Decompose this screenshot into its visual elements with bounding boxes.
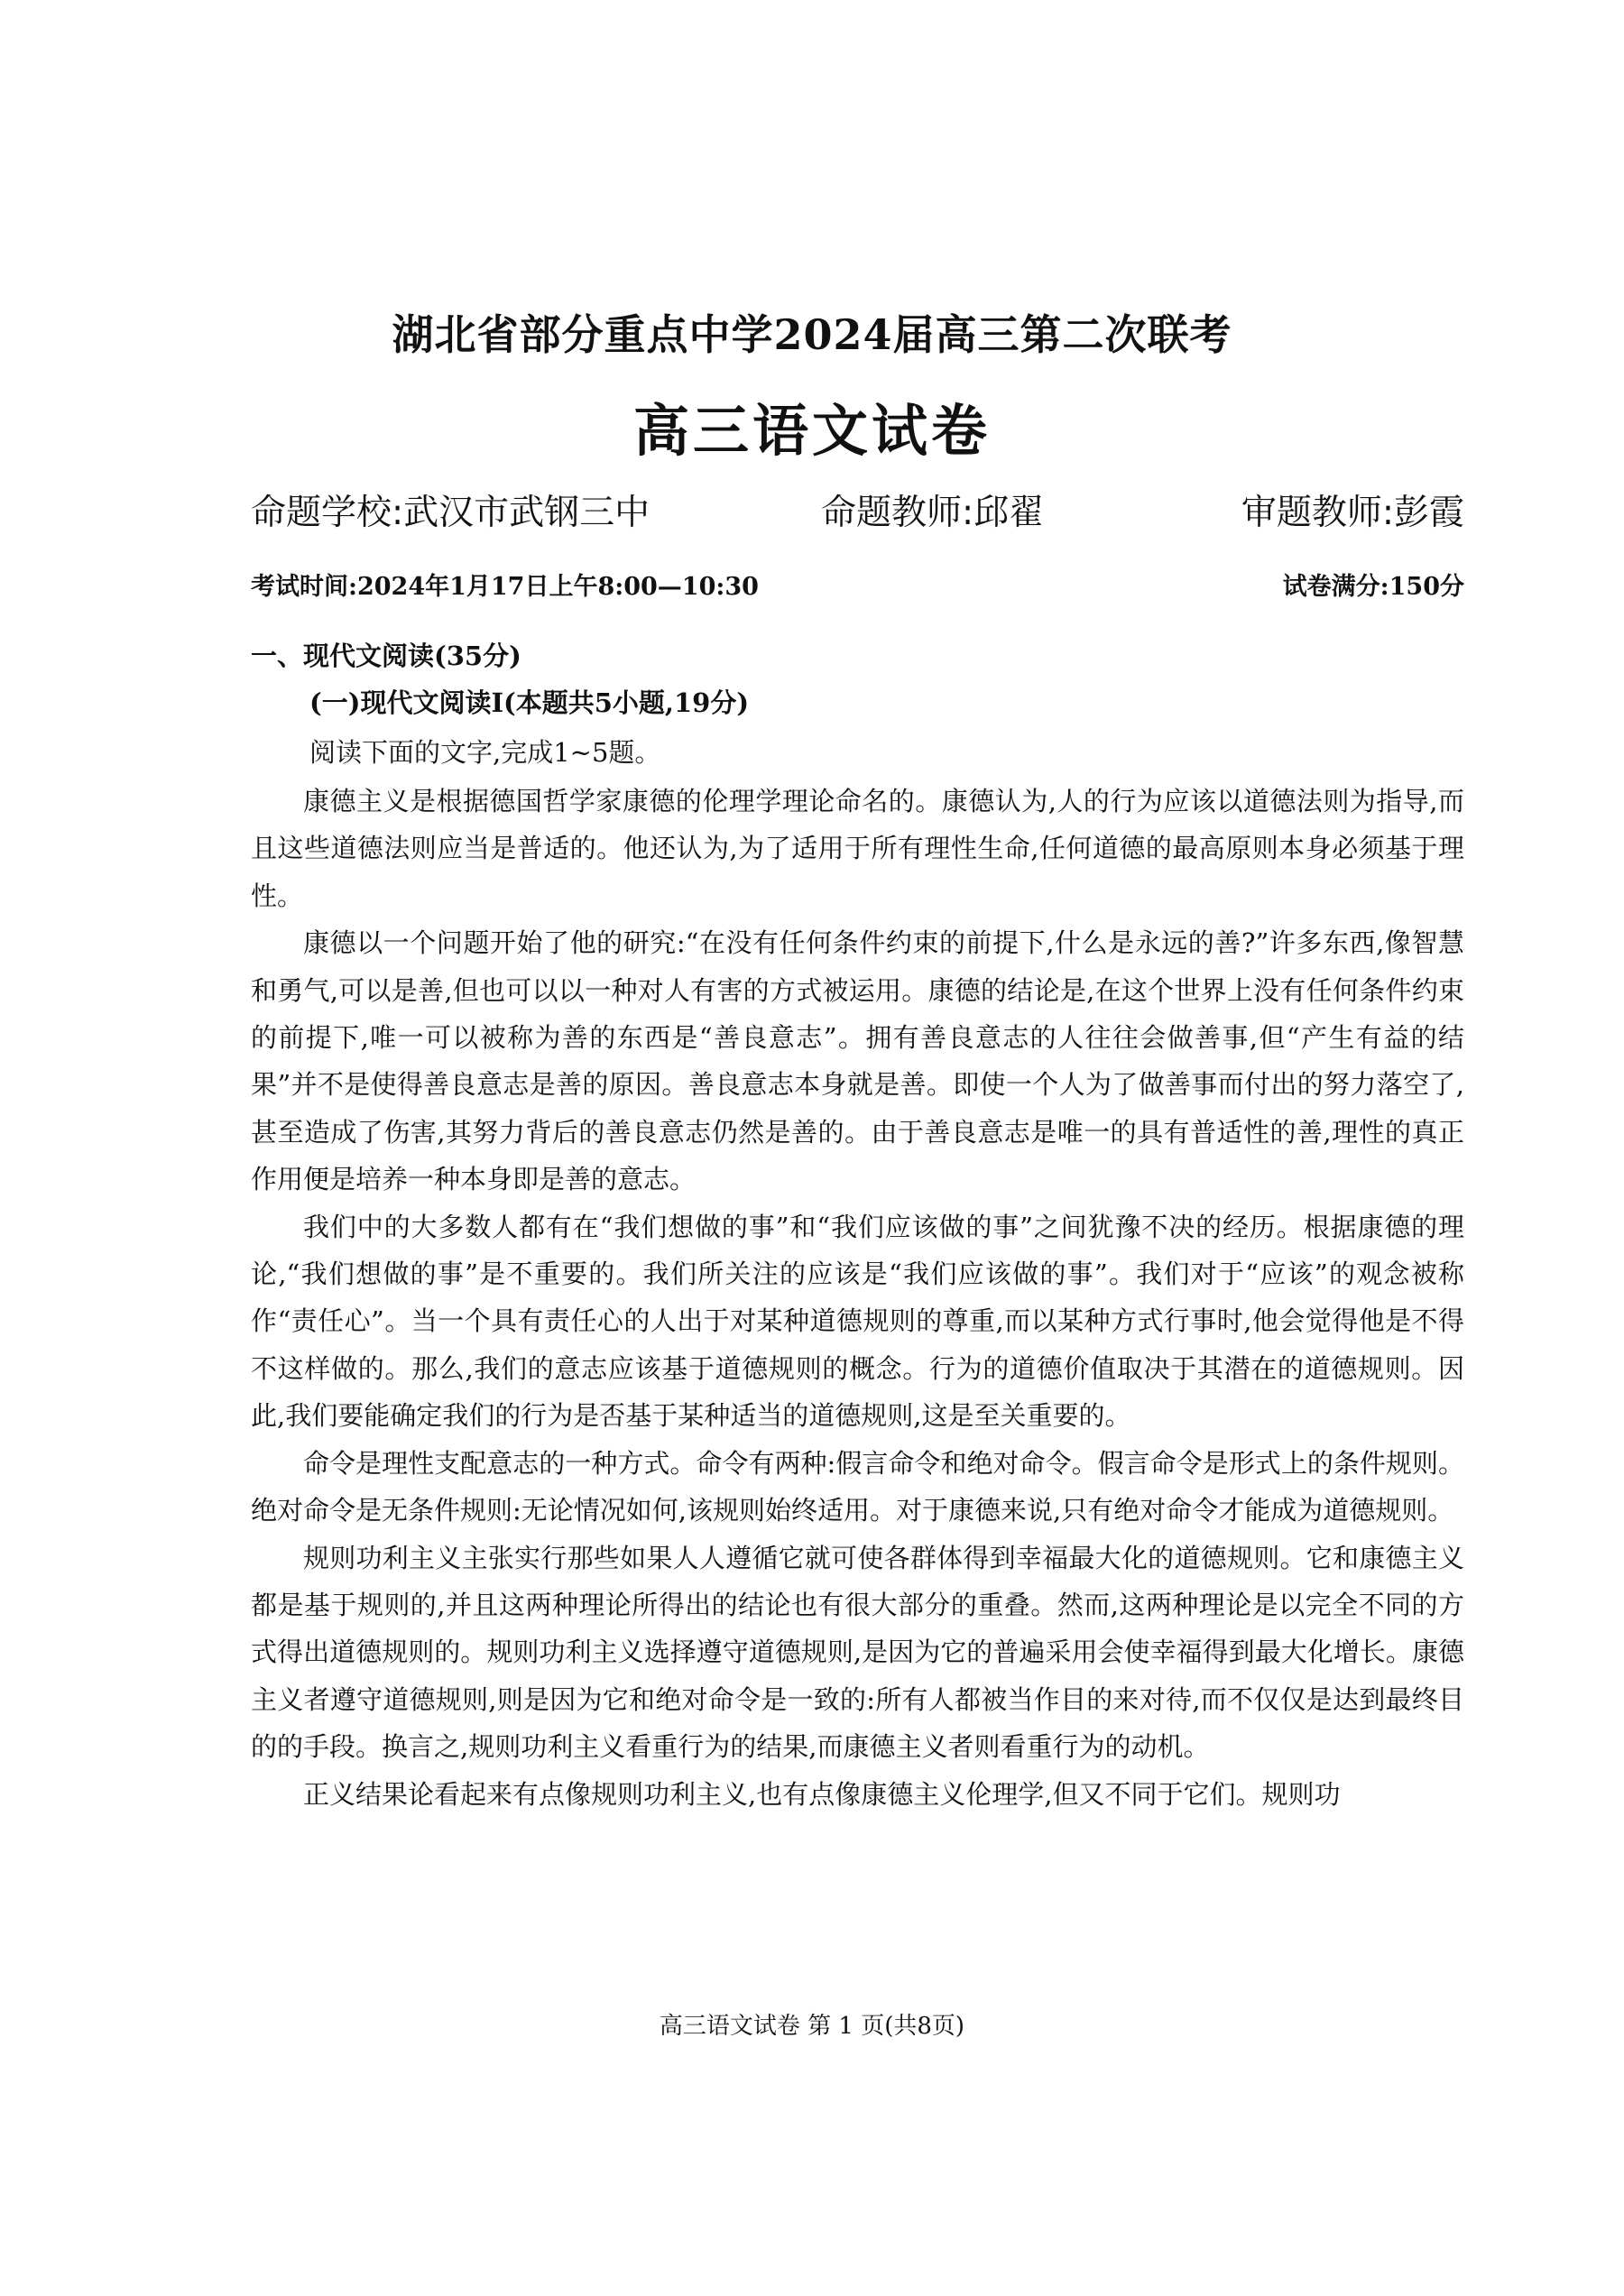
reading-passage — [251, 778, 1464, 1818]
question-author: 命题教师:邱翟 — [821, 493, 1045, 533]
reading-instruction: 阅读下面的文字,完成1~5题。 — [309, 737, 661, 768]
exam-time: 考试时间:2024年1月17日上午8:00—10:30 — [251, 573, 759, 601]
question-school: 命题学校:武汉市武钢三中 — [251, 493, 651, 533]
question-reviewer: 审题教师:彭霞 — [1241, 493, 1464, 533]
passage-paragraph: 康德以一个问题开始了他的研究:“在没有任何条件约束的前提下,什么是永远的善?”许多东西,像智慧和勇气,可以是善,但也可以以一种对人有害的方式被运用。康德的结论是,在这个世界上没有任何条件约束的前提下,唯一可以被称为善的东西是“善良意志”。拥有善良意志的人往往会做善事,但“产生有益的结果”并不是使得善良意志是善的原因。善良意志本身就是善。即使一个人为了做善事而付出的努力落空了,甚至造成了伤害,其努力背后的善良意志仍然是善的。由于善良意志是唯一的具有普适性的善,理性的真正作用便是培养一种本身即是善的意志。 — [251, 927, 1464, 1195]
page-footer: 高三语文试卷 第 1 页(共8页) — [659, 2013, 965, 2040]
passage-paragraph: 规则功利主义主张实行那些如果人人遵循它就可使各群体得到幸福最大化的道德规则。它和康德主义都是基于规则的,并且这两种理论所得出的结论也有很大部分的重叠。然而,这两种理论是以完全不同的方式得出道德规则的。规则功利主义选择遵守道德规则,是因为它的普遍采用会使幸福得到最大化增长。康德主义者遵守道德规则,则是因为它和绝对命令是一致的:所有人都被当作目的来对待,而不仅仅是达到最终目的的手段。换言之,规则功利主义看重行为的结果,而康德主义者则看重行为的动机。 — [251, 1542, 1464, 1763]
passage-paragraph: 我们中的大多数人都有在“我们想做的事”和“我们应该做的事”之间犹豫不决的经历。根据康德的理论,“我们想做的事”是不重要的。我们所关注的应该是“我们应该做的事”。我们对于“应该”的观念被称作“责任心”。当一个具有责任心的人出于对某种道德规则的尊重,而以某种方式行事时,他会觉得他是不得不这样做的。那么,我们的意志应该基于道德规则的概念。行为的道德价值取决于其潜在的道德规则。因此,我们要能确定我们的行为是否基于某种适当的道德规则,这是至关重要的。 — [251, 1211, 1464, 1432]
section-heading: 一、现代文阅读(35分) — [251, 641, 521, 671]
passage-paragraph: 正义结果论看起来有点像规则功利主义,也有点像康德主义伦理学,但又不同于它们。规则功 — [303, 1778, 1341, 1810]
passage-paragraph: 康德主义是根据德国哲学家康德的伦理学理论命名的。康德认为,人的行为应该以道德法则为指导,而且这些道德法则应当是普适的。他还认为,为了适用于所有理性生命,任何道德的最高原则本身必须基于理性。 — [251, 786, 1464, 911]
exam-meta — [251, 484, 1464, 539]
exam-title: 湖北省部分重点中学2024届高三第二次联考 — [392, 310, 1232, 359]
exam-subtitle: 高三语文试卷 — [632, 398, 991, 464]
passage-paragraph: 命令是理性支配意志的一种方式。命令有两种:假言命令和绝对命令。假言命令是形式上的条件规则。绝对命令是无条件规则:无论情况如何,该规则始终适用。对于康德来说,只有绝对命令才能成为道德规则。 — [251, 1447, 1464, 1526]
subsection-heading: (一)现代文阅读Ⅰ(本题共5小题,19分) — [309, 687, 750, 718]
full-score: 试卷满分:150分 — [1282, 573, 1464, 601]
